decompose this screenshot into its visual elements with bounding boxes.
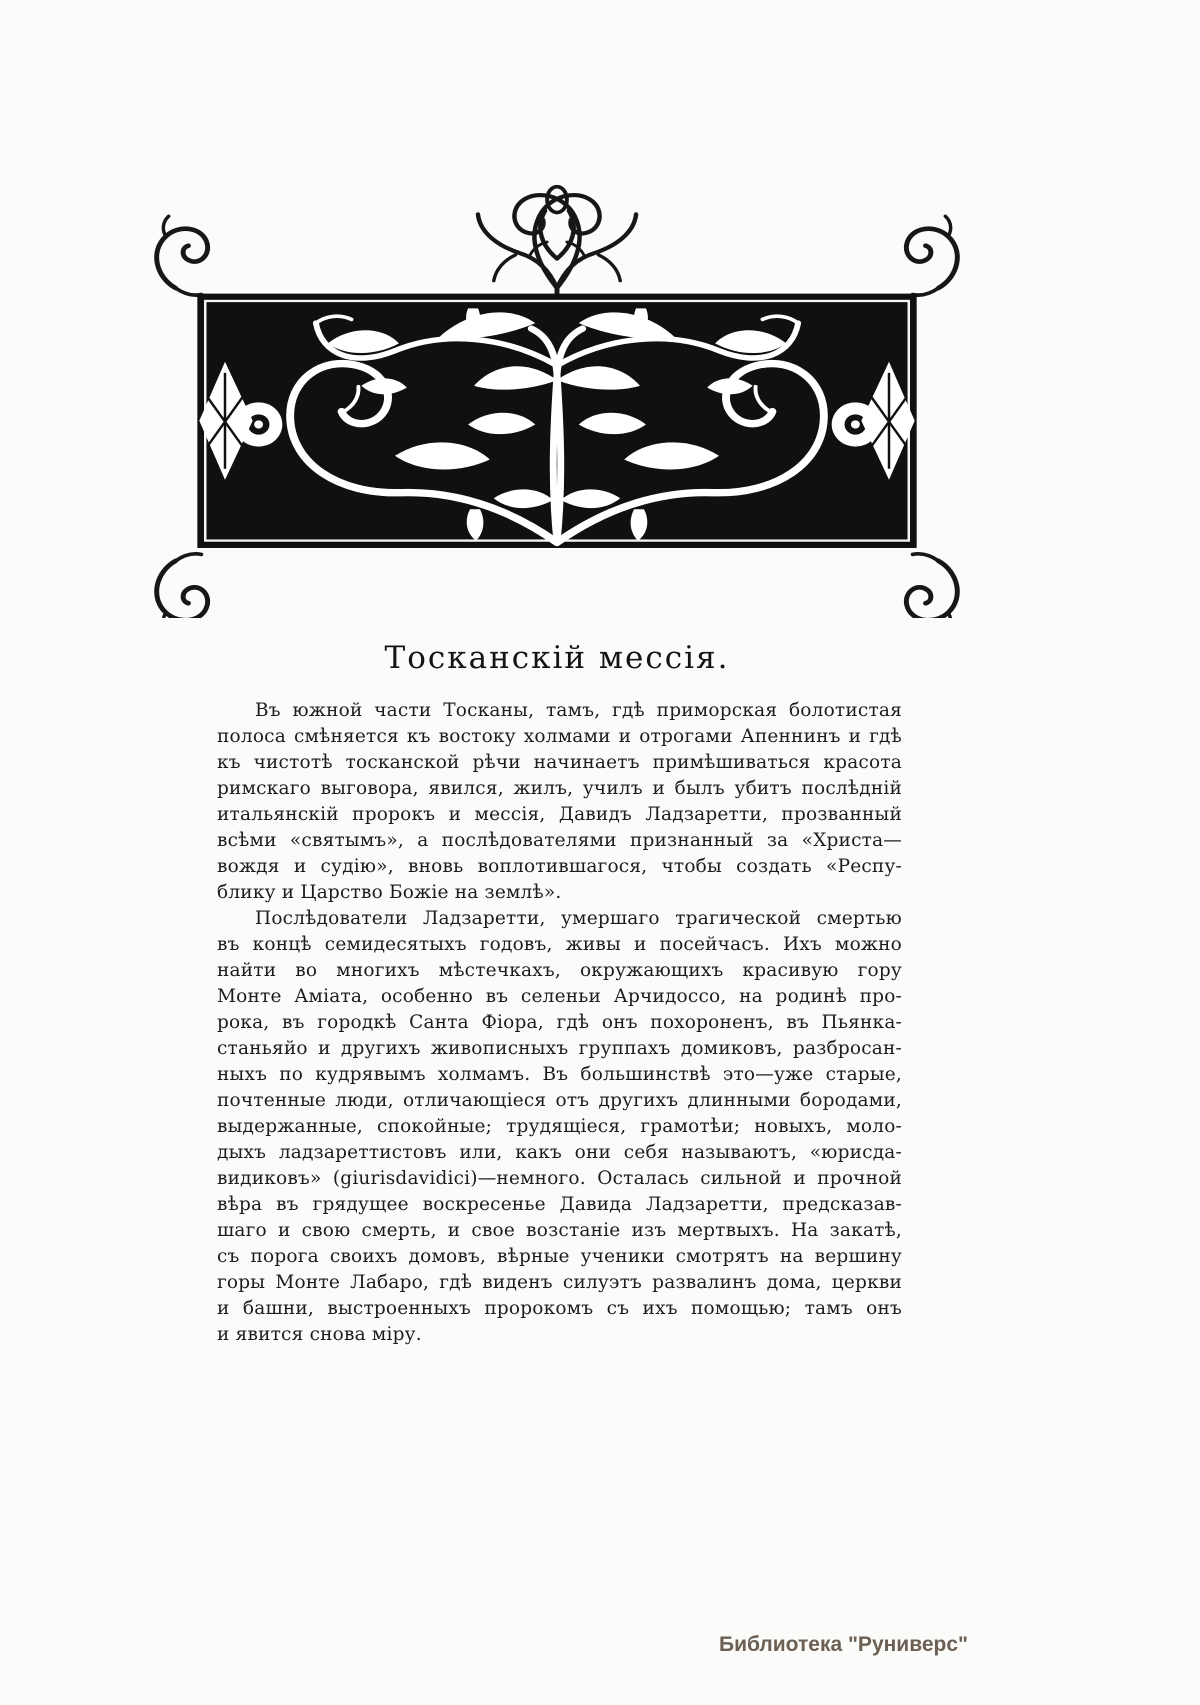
- text-line: вождя и судію», вновь воплотившагося, чтобы создать «Респу-: [217, 856, 902, 877]
- text-line: дыхъ ладзареттистовъ или, какъ они себя называютъ, «юрисда-: [217, 1142, 902, 1163]
- text-line: полоса смѣняется къ востоку холмами и отрогами Апеннинъ и гдѣ: [217, 726, 902, 747]
- acanthus-headpiece-icon: [142, 148, 972, 618]
- text-line: горы Монте Лабаро, гдѣ виденъ силуэтъ развалинъ дома, церкви: [217, 1272, 902, 1293]
- text-line: римскаго выговора, явился, жилъ, училъ и былъ убитъ послѣдній: [217, 778, 902, 799]
- library-watermark: Библиотека "Руниверс": [718, 1633, 968, 1656]
- text-line: итальянскій пророкъ и мессія, Давидъ Ладзаретти, прозванный: [217, 804, 902, 825]
- text-line: выдержанные, спокойные; трудящіеся, грамотѣи; новыхъ, моло-: [217, 1116, 902, 1137]
- page-content: [142, 148, 972, 1348]
- text-line: вѣра въ грядущее воскресенье Давида Ладзаретти, предсказав-: [217, 1194, 902, 1215]
- text-line: въ концѣ семидесятыхъ годовъ, живы и посейчасъ. Ихъ можно: [217, 934, 902, 955]
- text-line: Въ южной части Тосканы, тамъ, гдѣ приморская болотистая: [255, 700, 902, 721]
- text-line: Монте Аміата, особенно въ селеньи Арчидоссо, на родинѣ про-: [217, 986, 902, 1007]
- text-line: блику и Царство Божіе на землѣ».: [217, 882, 562, 903]
- text-line: шаго и свою смерть, и свое возстаніе изъ мертвыхъ. На закатѣ,: [217, 1220, 902, 1241]
- text-line: рока, въ городкѣ Санта Фіора, гдѣ онъ похороненъ, въ Пьянка-: [217, 1012, 902, 1033]
- text-line: и башни, выстроенныхъ пророкомъ съ ихъ помощью; тамъ онъ: [217, 1298, 902, 1319]
- body-text: [217, 698, 902, 1348]
- text-line: видиковъ» (giurisdavidici)—немного. Осталась сильной и прочной: [217, 1168, 902, 1189]
- text-line: ныхъ по кудрявымъ холмамъ. Въ большинствѣ это—уже старые,: [217, 1064, 902, 1085]
- paragraph: [217, 906, 902, 1348]
- text-line: найти во многихъ мѣстечкахъ, окружающихъ красивую гору: [217, 960, 902, 981]
- text-line: къ чистотѣ тосканской рѣчи начинаетъ примѣшиваться красота: [217, 752, 902, 773]
- text-line: съ порога своихъ домовъ, вѣрные ученики смотрятъ на вершину: [217, 1246, 902, 1267]
- text-line: станьяйо и другихъ живописныхъ группахъ домиковъ, разбросан-: [217, 1038, 902, 1059]
- text-line: почтенные люди, отличающіеся отъ другихъ длинными бородами,: [217, 1090, 902, 1111]
- page-title: Тосканскій мессія.: [384, 640, 730, 676]
- paragraph: [217, 698, 902, 906]
- text-line: Послѣдователи Ладзаретти, умершаго трагической смертью: [255, 908, 902, 929]
- text-line: и явится снова міру.: [217, 1324, 422, 1345]
- text-line: всѣми «святымъ», а послѣдователями признанный за «Христа—: [217, 830, 902, 851]
